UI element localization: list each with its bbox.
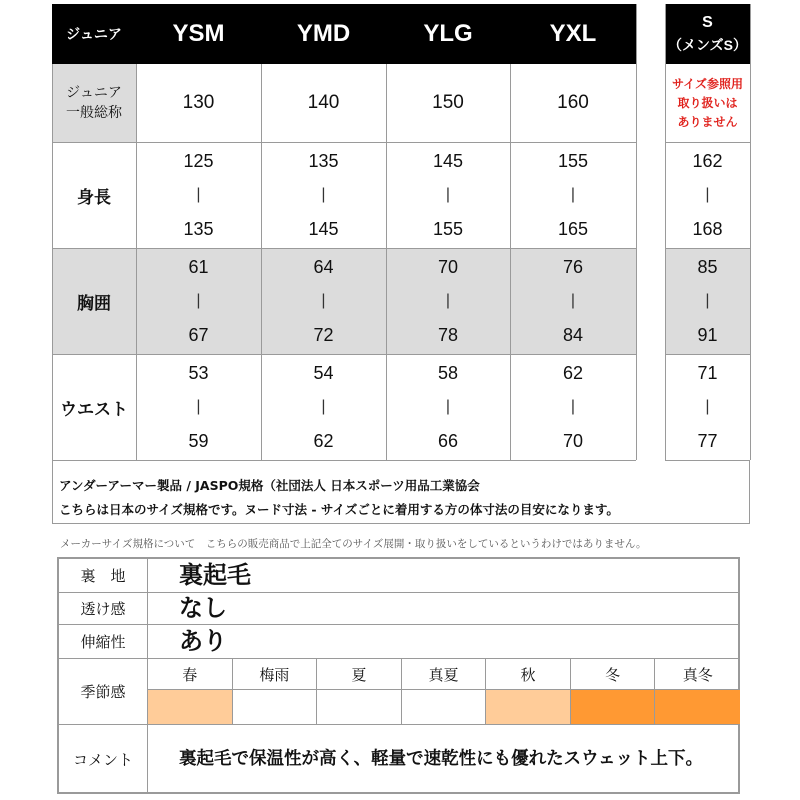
- range-min: 53: [188, 363, 209, 383]
- note-line: 取り扱いは: [677, 95, 738, 110]
- range-separator: |: [445, 398, 451, 415]
- range-max: 78: [437, 325, 459, 345]
- note-line: サイズ参照用: [671, 76, 744, 91]
- range-min: 145: [432, 151, 464, 171]
- season-name: 春: [148, 659, 233, 690]
- note-line: ありません: [677, 114, 738, 129]
- grid-line: [52, 354, 636, 355]
- spec-label-stretch: 伸縮性: [80, 633, 126, 651]
- range-separator: |: [321, 398, 326, 415]
- range-max: 91: [697, 325, 718, 345]
- season-level-cell: [486, 690, 571, 724]
- season-name: 梅雨: [233, 659, 318, 690]
- season-level-cell: [402, 690, 487, 724]
- col-header-ysm: [136, 4, 261, 64]
- grid-line: [52, 142, 636, 143]
- season-level-cell: [655, 690, 740, 724]
- range-min: 85: [697, 257, 718, 277]
- range-min: 61: [188, 257, 209, 277]
- chest-ymd: [261, 248, 386, 354]
- range-max: 165: [557, 219, 589, 239]
- chest-mens-s: [665, 248, 750, 354]
- range-separator: |: [570, 398, 576, 415]
- grid-line: [386, 64, 387, 460]
- height-ylg: [386, 142, 510, 248]
- row-label-waist: ウエスト: [52, 354, 136, 460]
- range-separator: |: [196, 292, 201, 309]
- col-header-yxl: [510, 4, 636, 64]
- general-size-yxl: 160: [510, 64, 636, 142]
- range-max: 59: [188, 431, 209, 451]
- spec-label-sheerness: 透け感: [80, 600, 126, 618]
- range-max: 62: [313, 431, 334, 451]
- range-min: 70: [437, 257, 459, 277]
- range-max: 168: [692, 219, 723, 239]
- grid-line: [665, 248, 750, 249]
- range-max: 70: [562, 431, 584, 451]
- col-header-ymd: [261, 4, 386, 64]
- spec-label-season: 季節感: [80, 683, 126, 701]
- range-separator: |: [445, 292, 451, 309]
- range-min: 58: [437, 363, 459, 383]
- spec-label-comment: コメント: [72, 751, 133, 769]
- range-min: 162: [692, 151, 723, 171]
- col-header-ylg: [386, 4, 510, 64]
- spec-value-sheerness: なし: [179, 594, 227, 622]
- grid-line: [750, 4, 751, 460]
- range-separator: |: [196, 186, 201, 203]
- col-header-mens-s: [665, 4, 750, 64]
- spec-value-stretch: あり: [179, 627, 227, 655]
- height-yxl: [510, 142, 636, 248]
- range-min: 64: [313, 257, 334, 277]
- note-line-1: アンダーアーマー製品 / JASPO規格（社団法人 日本スポーツ用品工業協会: [59, 478, 480, 493]
- range-max: 66: [437, 431, 459, 451]
- spec-value-lining: 裏起毛: [179, 561, 251, 589]
- height-ymd: [261, 142, 386, 248]
- range-min: 76: [562, 257, 584, 277]
- col-header-label: YXL: [549, 20, 597, 47]
- range-min: 62: [562, 363, 584, 383]
- grid-line: [261, 64, 262, 460]
- range-separator: |: [445, 186, 451, 203]
- season-level-cell: [233, 690, 318, 724]
- spec-label-lining: 裏 地: [80, 567, 126, 585]
- spec-table: [57, 557, 740, 794]
- season-name: 真夏: [402, 659, 487, 690]
- general-size-ylg: 150: [386, 64, 510, 142]
- corner-header: ジュニア: [52, 4, 136, 64]
- mens-size-sub: （メンズS）: [668, 37, 747, 53]
- grid-line: [52, 248, 636, 249]
- grid-line: [665, 354, 750, 355]
- range-max: 72: [313, 325, 334, 345]
- mens-size-label: S: [702, 14, 713, 31]
- mens-reference-note: [665, 64, 750, 142]
- waist-ylg: [386, 354, 510, 460]
- range-separator: |: [705, 398, 710, 415]
- grid-line: [665, 142, 750, 143]
- col-header-label: YLG: [423, 20, 473, 47]
- waist-ymd: [261, 354, 386, 460]
- range-separator: |: [570, 292, 576, 309]
- range-separator: |: [196, 398, 201, 415]
- grid-line: [665, 4, 666, 460]
- range-max: 84: [562, 325, 584, 345]
- chest-ysm: [136, 248, 261, 354]
- row-label-line: 一般総称: [66, 105, 122, 121]
- spec-comment: 裏起毛で保温性が高く、軽量で速乾性にも優れたスウェット上下。: [179, 749, 703, 769]
- season-level-cell: [571, 690, 656, 724]
- range-max: 77: [697, 431, 718, 451]
- range-separator: |: [705, 292, 710, 309]
- grid-line: [636, 4, 637, 460]
- size-notes: [52, 460, 750, 524]
- col-header-label: YSM: [172, 20, 225, 47]
- waist-ysm: [136, 354, 261, 460]
- range-max: 135: [183, 219, 214, 239]
- grid-line: [52, 64, 53, 460]
- season-name: 夏: [317, 659, 402, 690]
- range-separator: |: [570, 186, 576, 203]
- range-separator: |: [705, 186, 710, 203]
- range-max: 155: [432, 219, 464, 239]
- chest-ylg: [386, 248, 510, 354]
- range-min: 155: [557, 151, 589, 171]
- general-size-ymd: 140: [261, 64, 386, 142]
- grid-line: [510, 64, 511, 460]
- range-min: 71: [697, 363, 718, 383]
- height-mens-s: [665, 142, 750, 248]
- range-separator: |: [321, 292, 326, 309]
- season-name: 真冬: [655, 659, 740, 690]
- waist-yxl: [510, 354, 636, 460]
- waist-mens-s: [665, 354, 750, 460]
- range-min: 54: [313, 363, 334, 383]
- row-label-height: 身長: [52, 142, 136, 248]
- general-size-ysm: 130: [136, 64, 261, 142]
- season-name: 秋: [486, 659, 571, 690]
- season-level-cell: [148, 690, 233, 724]
- season-grid: [148, 659, 740, 724]
- season-name: 冬: [571, 659, 656, 690]
- range-separator: |: [321, 186, 326, 203]
- col-header-label: YMD: [296, 20, 351, 47]
- height-ysm: [136, 142, 261, 248]
- grid-line: [59, 624, 738, 625]
- row-label-general: [52, 64, 136, 142]
- row-label-chest: 胸囲: [52, 248, 136, 354]
- range-min: 135: [308, 151, 339, 171]
- row-label-line: ジュニア: [66, 85, 122, 101]
- note-line-2: こちらは日本のサイズ規格です。ヌード寸法 - サイズごとに着用する方の体寸法の目安になります。: [59, 502, 619, 517]
- chest-yxl: [510, 248, 636, 354]
- season-level-cell: [317, 690, 402, 724]
- grid-line: [59, 592, 738, 593]
- range-max: 67: [188, 325, 209, 345]
- grid-line: [136, 64, 137, 460]
- range-max: 145: [308, 219, 339, 239]
- range-min: 125: [183, 151, 214, 171]
- disclaimer-text: メーカーサイズ規格について こちらの販売商品で上記全てのサイズ展開・取り扱いをしているというわけではありません。: [60, 538, 647, 550]
